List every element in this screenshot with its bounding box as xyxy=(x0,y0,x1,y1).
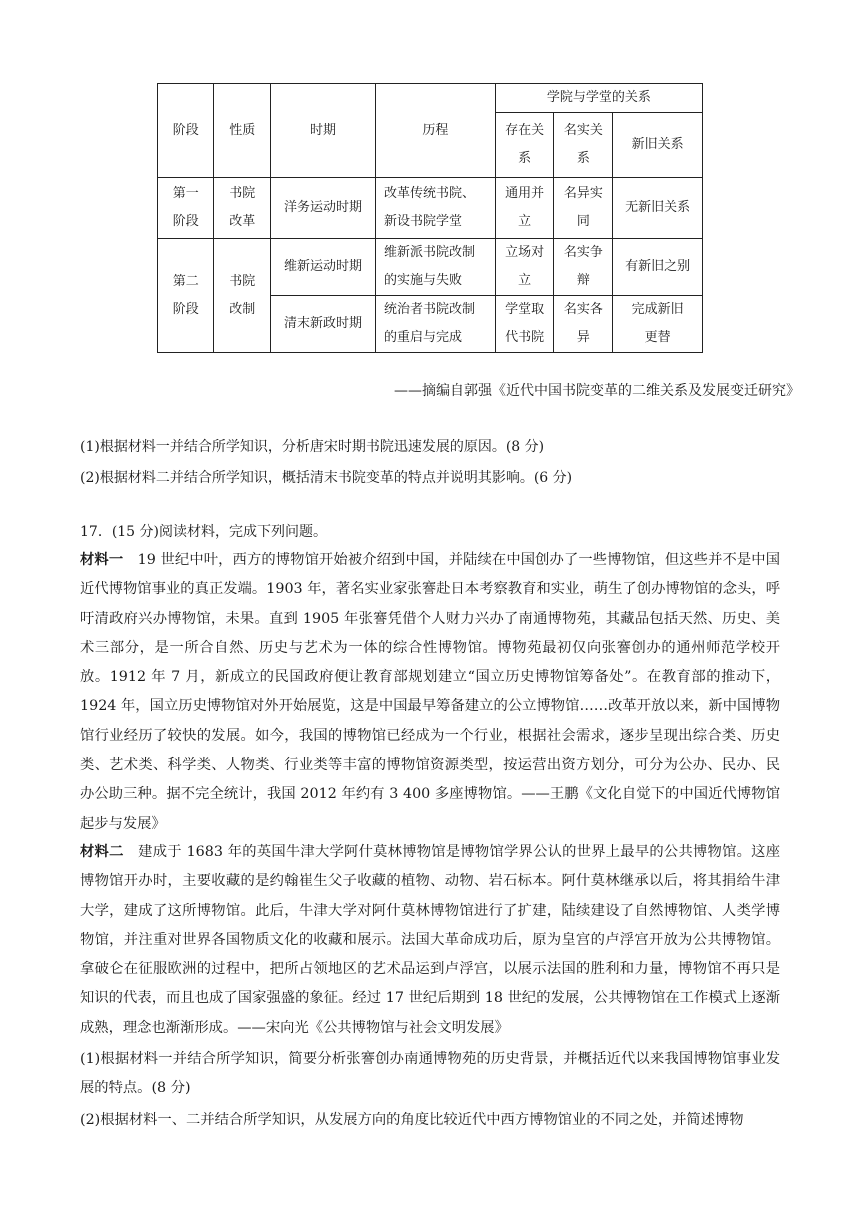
cell-stage: 第二阶段 xyxy=(158,239,214,353)
material-2-label: 材料二 xyxy=(80,844,124,860)
header-period: 时期 xyxy=(271,84,376,178)
table-row xyxy=(158,239,703,296)
cell-period: 洋务运动时期 xyxy=(271,178,376,239)
cell-new-old: 完成新旧更替 xyxy=(613,296,703,353)
cell-existence: 通用并立 xyxy=(495,178,554,239)
cell-period: 维新运动时期 xyxy=(271,239,376,296)
header-new-old: 新旧关系 xyxy=(613,113,703,178)
header-relation-group: 学院与学堂的关系 xyxy=(495,84,702,113)
question-17-1: (1)根据材料一并结合所学知识，简要分析张謇创办南通博物苑的历史背景，并概括近代以来我国博物馆事业发展的特点。(8 分) xyxy=(80,1051,780,1097)
cell-nature: 书院改革 xyxy=(214,178,271,239)
cell-name-reality: 名实争辩 xyxy=(554,239,613,296)
header-stage: 阶段 xyxy=(158,84,214,178)
material-2 xyxy=(80,838,780,1043)
question-17-2: (2)根据材料一、二并结合所学知识，从发展方向的角度比较近代中西方博物馆业的不同之处，并简述博物 xyxy=(80,1112,744,1128)
question-16-2: (2)根据材料二并结合所学知识，概括清末书院变革的特点并说明其影响。(6 分) xyxy=(80,470,573,486)
header-existence: 存在关系 xyxy=(495,113,554,178)
table-source: ——摘编自郭强《近代中国书院变革的二维关系及发展变迁研究》 xyxy=(394,383,800,399)
cell-stage: 第一阶段 xyxy=(158,178,214,239)
cell-new-old: 有新旧之别 xyxy=(613,239,703,296)
cell-name-reality: 名实各异 xyxy=(554,296,613,353)
header-nature: 性质 xyxy=(214,84,271,178)
material-1-text: 19 世纪中叶，西方的博物馆开始被介绍到中国，并陆续在中国创办了一些博物馆，但这些并不是中国近代博物馆事业的真正发端。1903 年，著名实业家张謇赴日本考察教育和实业，萌生了创办博物馆的念头，呼吁清政府兴办博物馆，未果。直到 1905 年张謇凭借个人财力兴办了南通博物苑，其藏品包括天然、历史、美术三部分，是一所合自然、历史与艺术为一体的综合性博物馆。博物苑最初仅向张謇创办的通州师范学校开放。1912 年 7 月，新成立的民国政府便让教育部规划建立“国立历史博物馆筹备处”。在教育部的推动下，1924 年，国立历史博物馆对外开始展览，这是中国最早筹备建立的公立博物馆……改革开放以来，新中国博物馆行业经历了较快的发展。如今，我国的博物馆已经成为一个行业，根据社会需求，逐步呈现出综合类、历史类、艺术类、科学类、人物类、行业类等丰富的博物馆资源类型，按运营出资方划分，可分为公办、民办、民办公助三种。据不完全统计，我国 2012 年约有 3 400 多座博物馆。——王鹏《文化自觉下的中国近代博物馆起步与发展》 xyxy=(80,552,781,832)
cell-process: 维新派书院改制的实施与失败 xyxy=(375,239,495,296)
cell-existence: 学堂取代书院 xyxy=(495,296,554,353)
header-process: 历程 xyxy=(375,84,495,178)
header-name-reality: 名实关系 xyxy=(554,113,613,178)
cell-process: 统治者书院改制的重启与完成 xyxy=(375,296,495,353)
history-table xyxy=(157,83,703,353)
table-row xyxy=(158,178,703,239)
material-2-text: 建成于 1683 年的英国牛津大学阿什莫林博物馆是博物馆学界公认的世界上最早的公共博物馆。这座博物馆开办时，主要收藏的是约翰崔生父子收藏的植物、动物、岩石标本。阿什莫林继承以后，将其捐给牛津大学，建成了这所博物馆。此后，牛津大学对阿什莫林博物馆进行了扩建，陆续建设了自然博物馆、人类学博物馆，并注重对世界各国物质文化的收藏和展示。法国大革命成功后，原为皇宫的卢浮宫开放为公共博物馆。拿破仑在征服欧洲的过程中，把所占领地区的艺术品运到卢浮宫，以展示法国的胜利和力量，博物馆不再只是知识的代表，而且也成了国家强盛的象征。经过 17 世纪后期到 18 世纪的发展，公共博物馆在工作模式上逐渐成熟，理念也渐渐形成。——宋向光《公共博物馆与社会文明发展》 xyxy=(80,844,780,1036)
cell-process: 改革传统书院、新设书院学堂 xyxy=(375,178,495,239)
material-1 xyxy=(80,546,780,839)
material-1-label: 材料一 xyxy=(80,552,124,568)
question-17-title: 17．(15 分)阅读材料，完成下列问题。 xyxy=(80,524,328,540)
question-16-1: (1)根据材料一并结合所学知识，分析唐宋时期书院迅速发展的原因。(8 分) xyxy=(80,439,545,455)
cell-period: 清末新政时期 xyxy=(271,296,376,353)
cell-new-old: 无新旧关系 xyxy=(613,178,703,239)
cell-existence: 立场对立 xyxy=(495,239,554,296)
cell-name-reality: 名异实同 xyxy=(554,178,613,239)
cell-nature: 书院改制 xyxy=(214,239,271,353)
